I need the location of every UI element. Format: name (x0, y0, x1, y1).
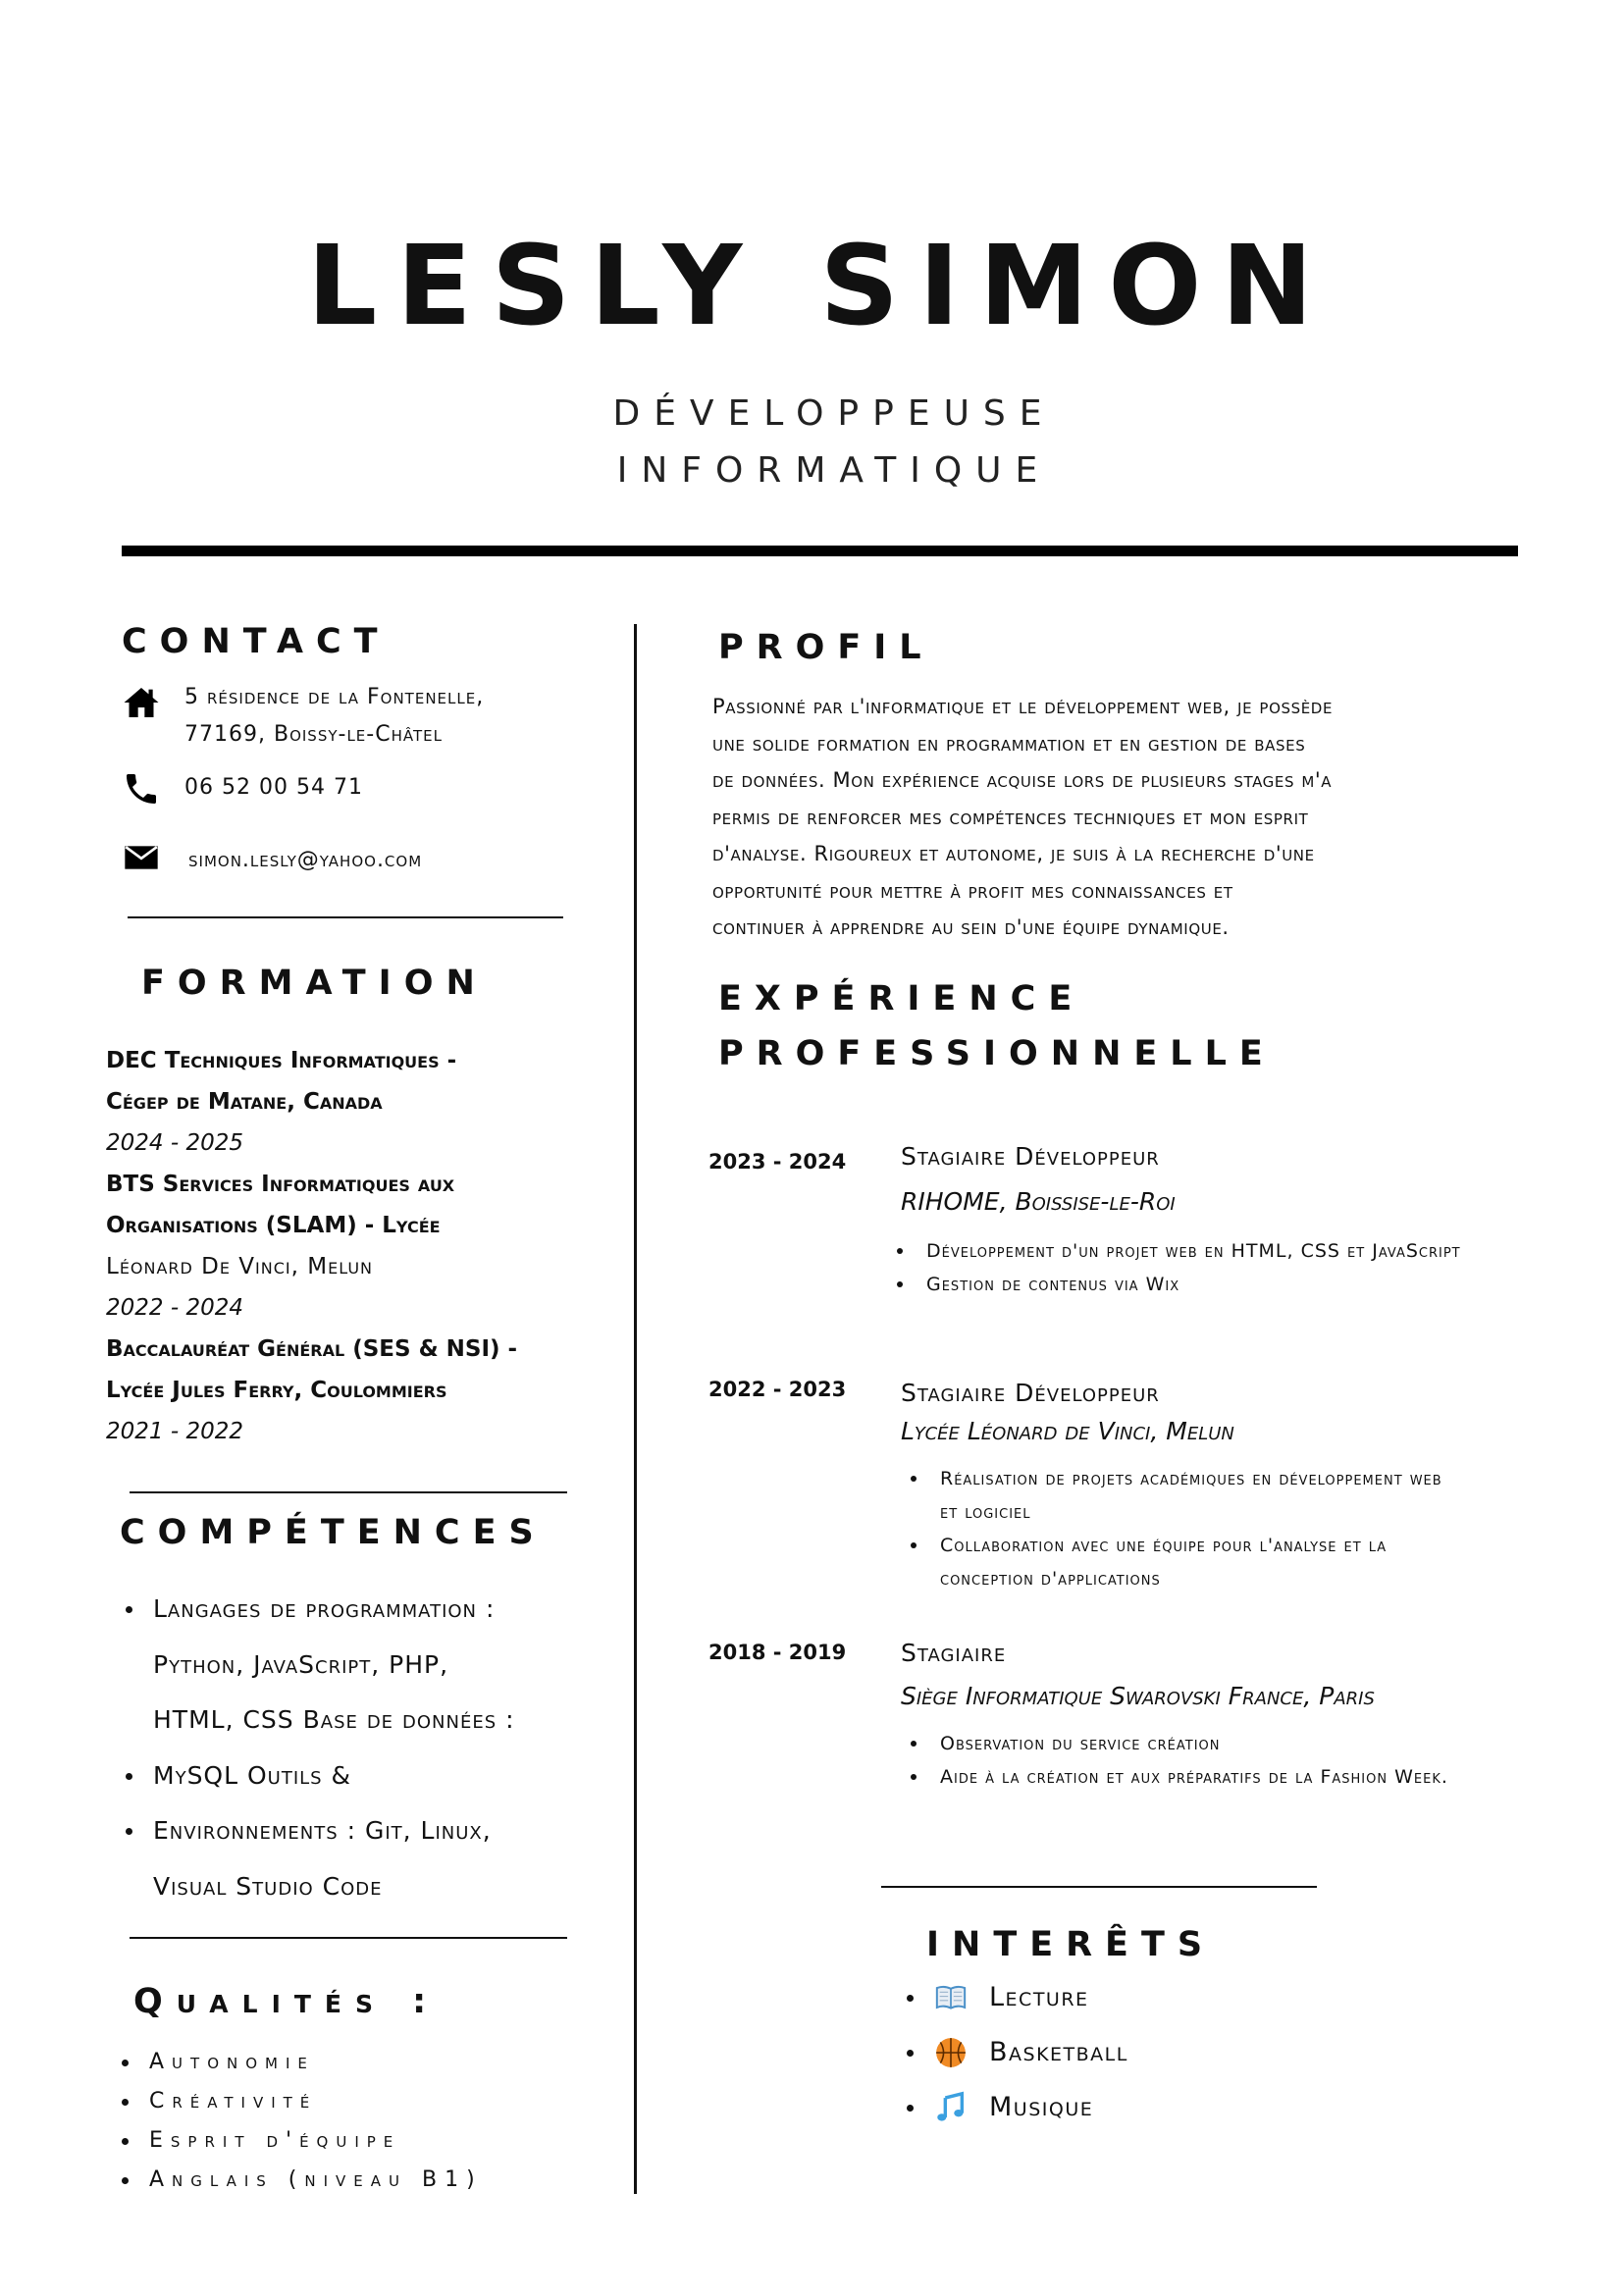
skill-line-3: HTML, CSS Base de données : (153, 1705, 515, 1734)
job-bullet: Aide à la création et aux préparatifs de la Fashion Week. (907, 1760, 1448, 1794)
experience-divider (881, 1886, 1317, 1888)
contact-divider (128, 916, 563, 918)
book-icon (934, 1981, 968, 2014)
interest-item (901, 2080, 1128, 2135)
formation-entry-3-line1: Baccalauréat Général (SES & NSI) - (106, 1336, 518, 1362)
basketball-icon (934, 2036, 968, 2069)
formation-entry-3-years: 2021 - 2022 (106, 1419, 243, 1444)
profil-line: continuer à apprendre au sein d'une équipe dynamique. (712, 915, 1230, 939)
skill-line-2: Python, JavaScript, PHP, (153, 1649, 449, 1679)
profil-line: une solide formation en programmation et en gestion de bases (712, 731, 1306, 756)
job-1-company: RIHOME, Boissise-le-Roi (901, 1187, 1176, 1216)
formation-entry-1-years: 2024 - 2025 (106, 1130, 243, 1156)
competences-divider (130, 1937, 567, 1939)
job-3-title: Stagiaire (901, 1639, 1007, 1667)
qualites-heading: Qualités : (133, 1982, 441, 2021)
formation-entry-2-extra: Léonard De Vinci, Melun (106, 1254, 373, 1279)
interets-list (901, 1970, 1128, 2135)
contact-email (122, 842, 422, 879)
job-bullet: Observation du service création (907, 1727, 1448, 1760)
job-bullet: Réalisation de projets académiques en développement web (907, 1462, 1442, 1495)
mail-icon (122, 838, 161, 877)
phone-icon (122, 769, 161, 809)
job-bullet: Gestion de contenus via Wix (893, 1268, 1461, 1301)
formation-list (106, 1040, 517, 1452)
formation-entry-1-line2: Cégep de Matane, Canada (106, 1089, 383, 1115)
phone-number: 06 52 00 54 71 (184, 775, 363, 800)
profil-text (712, 689, 1333, 947)
quality-item: Esprit d'équipe (116, 2121, 483, 2161)
formation-entry-2-line2: Organisations (SLAM) - Lycée (106, 1213, 441, 1238)
formation-entry-2-years: 2022 - 2024 (106, 1295, 243, 1321)
profil-line: de données. Mon expérience acquise lors de plusieurs stages m'a (712, 768, 1333, 792)
contact-address (122, 679, 484, 754)
job-bullet-continuation: conception d'applications (940, 1568, 1161, 1590)
address-line2: 77169, Boissy-le-Châtel (184, 722, 443, 747)
interest-label-lecture: Lecture (989, 1982, 1089, 2012)
music-icon (934, 2091, 968, 2124)
competences-list (120, 1582, 515, 1914)
job-3-bullets (907, 1727, 1448, 1794)
interest-label-basketball: Basketball (989, 2037, 1128, 2067)
job-title-line1: DÉVELOPPEUSE (612, 393, 1056, 434)
job-title-line2: INFORMATIQUE (616, 450, 1052, 491)
profil-line: permis de renforcer mes compétences techniques et mon esprit (712, 805, 1309, 829)
formation-divider (130, 1491, 567, 1493)
profil-line: opportunité pour mettre à profit mes connaissances et (712, 878, 1233, 903)
job-bullet-continuation: et logiciel (940, 1501, 1031, 1523)
job-1-title: Stagiaire Développeur (901, 1142, 1160, 1171)
quality-item: Créativité (116, 2082, 483, 2121)
job-2-years: 2022 - 2023 (708, 1378, 847, 1401)
home-icon (122, 683, 161, 722)
header-divider (122, 546, 1518, 556)
skill-line-4: MySQL Outils & (120, 1748, 515, 1804)
experience-heading-line1: EXPÉRIENCE (718, 979, 1085, 1018)
job-bullet: Développement d'un projet web en HTML, CSS et JavaScript (893, 1234, 1461, 1268)
interets-heading: INTERÊTS (926, 1925, 1216, 1964)
job-2-company: Lycée Léonard de Vinci, Melun (901, 1417, 1234, 1445)
formation-entry-1-line1: DEC Techniques Informatiques - (106, 1048, 457, 1073)
job-3-company: Siège Informatique Swarovski France, Paris (901, 1682, 1375, 1710)
contact-phone (122, 769, 363, 809)
competences-heading: COMPÉTENCES (120, 1513, 547, 1552)
skill-line-6: Visual Studio Code (153, 1871, 383, 1901)
interest-label-musique: Musique (989, 2092, 1094, 2122)
quality-item: Anglais (niveau B1) (116, 2161, 483, 2200)
interest-item (901, 1970, 1128, 2025)
full-name: LESLY SIMON (306, 223, 1334, 350)
job-1-years: 2023 - 2024 (708, 1150, 847, 1174)
email-address: simon.lesly@yahoo.com (188, 848, 423, 872)
formation-heading: FORMATION (141, 964, 488, 1003)
profil-line: Passionné par l'informatique et le développement web, je possède (712, 695, 1334, 718)
contact-heading: CONTACT (122, 622, 391, 661)
column-divider (634, 624, 637, 2194)
skill-line-5: Environnements : Git, Linux, (120, 1803, 515, 1859)
quality-item: Autonomie (116, 2043, 483, 2082)
job-1-bullets (893, 1234, 1461, 1301)
job-2-bullets (907, 1462, 1442, 1595)
skill-line-1: Langages de programmation : (120, 1582, 515, 1638)
profil-heading: PROFIL (718, 628, 934, 667)
address-line1: 5 résidence de la Fontenelle, (184, 685, 485, 709)
job-3-years: 2018 - 2019 (708, 1641, 847, 1664)
experience-heading-line2: PROFESSIONNELLE (718, 1034, 1276, 1073)
formation-entry-3-line2: Lycée Jules Ferry, Coulommiers (106, 1378, 447, 1403)
job-2-title: Stagiaire Développeur (901, 1379, 1160, 1407)
formation-entry-2-line1: BTS Services Informatiques aux (106, 1172, 455, 1197)
qualites-list (116, 2043, 483, 2200)
profil-line: d'analyse. Rigoureux et autonome, je suis à la recherche d'une (712, 842, 1315, 865)
job-bullet: Collaboration avec une équipe pour l'analyse et la (907, 1529, 1442, 1562)
interest-item (901, 2025, 1128, 2080)
